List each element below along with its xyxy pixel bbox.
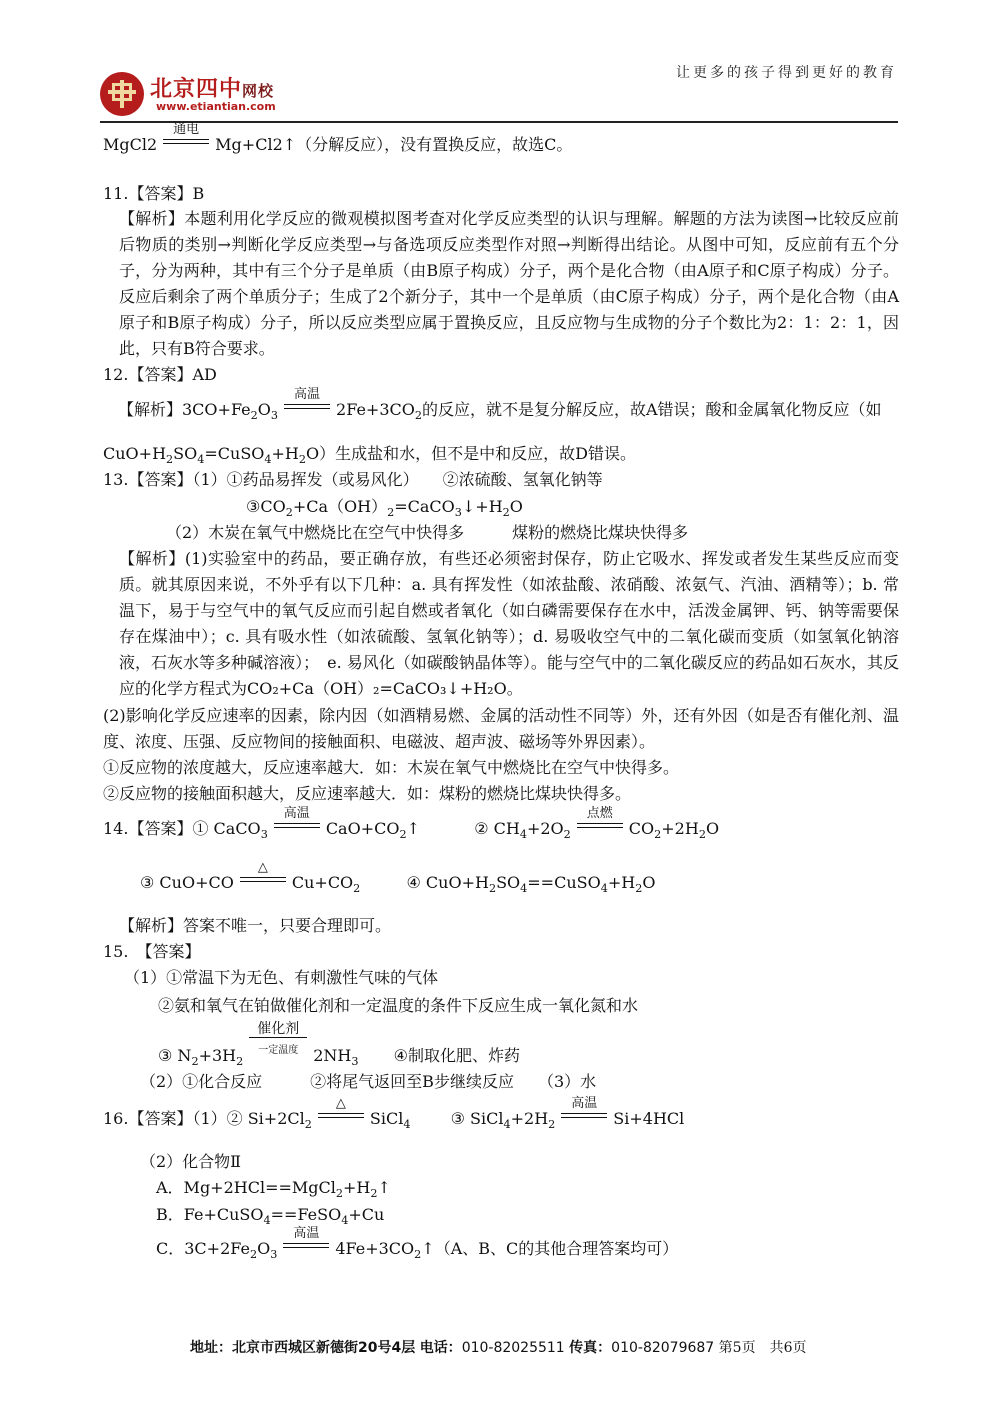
page-number: 第5页 共6页: [718, 1340, 807, 1356]
q13-answer-equation: $③CO_2+Ca(OH)_2=CaCO_3↓+H_2O$: [246, 497, 523, 520]
logo-emblem-icon: [100, 72, 144, 116]
q15-answer-2: ②氨和氧气在铂做催化剂和一定温度的条件下反应生成一氧化氮和水: [158, 996, 639, 1015]
q14-explanation: 【解析】答案不唯一，只要合理即可。: [119, 916, 392, 935]
q15-answer: 15. 【答案】: [103, 942, 201, 961]
q11-answer: 11.【答案】B: [103, 184, 205, 203]
q13-answer-part2: （2）木炭在氧气中燃烧比在空气中快得多 煤粉的燃烧比煤块快得多: [166, 523, 689, 542]
q16-option-a: A．$Mg+2HCl==MgCl_2+H_2↑$: [156, 1178, 391, 1201]
q15-answer-1: （1）①常温下为无色、有刺激性气味的气体: [124, 968, 439, 987]
q12-explanation-line1: 【解析】$3CO+Fe_2O_3$ 高温 $2Fe+3CO_2$的反应，就不是复分解反应，故A错误；酸和金属氧化物反应（如: [118, 387, 882, 423]
q13-explanation-2: (2)影响化学反应速率的因素，除内因（如酒精易燃、金属的活动性不同等）外，还有外因（如是否有催化剂、温度、浓度、压强、反应物间的接触面积、电磁波、超声波、磁场等外界因素）。: [103, 706, 899, 751]
q13-explanation-3: ①反应物的浓度越大，反应速率越大．如：木炭在氧气中燃烧比在空气中快得多。: [103, 758, 680, 777]
logo-url: www.etiantian.com: [156, 100, 276, 113]
page-footer: 地址：北京市西城区新德街20号4层 电话：010-82025511 传真：010-82079687 第5页 共6页: [190, 1340, 807, 1356]
q12-answer: 12.【答案】AD: [103, 365, 217, 384]
q13-answer: 13.【答案】（1）①药品易挥发（或易风化） ②浓硫酸、氢氧化钠等: [103, 470, 603, 489]
q16-option-b: B．Fe+CuSO$_4$==FeSO$_4$+Cu: [156, 1205, 385, 1228]
q16-answer-row1: 16.【答案】（1）② $Si+2Cl_2$ △ SiCl$_4$ ③ $SiCl_4+2H_2$ 高温 Si+4HCl: [103, 1096, 685, 1132]
q14-answer-row1: 14.【答案】① CaCO$_3$ 高温 $CaO+CO_2↑$ ② $CH_4+2O_2$ 点燃 $CO_2+2H_2O$: [103, 806, 720, 842]
header-divider: [100, 121, 898, 123]
q13-explanation-4: ②反应物的接触面积越大，反应速率越大．如：煤粉的燃烧比煤块快得多。: [103, 784, 632, 803]
q13-explanation-1: 【解析】(1)实验室中的药品，要正确存放，有些还必须密封保存，防止它吸水、挥发或者发生某些反应而变质。就其原因来说，不外乎有以下几种：a. 具有挥发性（如浓盐酸、浓硝酸、浓氨气、汽油、酒精等）；b. 常温下，易于与空气中的氧气反应而引起自燃或者氧化（如白磷需要保存在水中，活泼金属钾、钙、钠等需要保存在煤油中）；c. 具有吸水性（如浓硫酸、氢氧化钠等）；d. 易吸收空气中的二氧化碳而变质（如氢氧化钠溶液，石灰水等多种碱溶液）； e. 易风化（如碳酸钠晶体等）。能与空气中的二氧化碳反应的药品如石灰水，其反应的化学方程式为CO₂+Ca（OH）₂=CaCO₃↓+H₂O。: [119, 549, 899, 698]
q14-answer-row2: ③ CuO+CO △ $Cu+CO_2$ ④ $CuO+H_2SO_4==CuSO_4+H_2O$: [140, 860, 656, 896]
logo-name: 北京四中网校: [150, 77, 275, 102]
logo: [100, 70, 290, 118]
q16-option-c: C．$3C+2Fe_2O_3$ 高温 $4Fe+3CO_2↑(A$、B、C的其他合理答案均可）: [156, 1226, 679, 1262]
q12-explanation-line2: $CuO+H_2SO_4=CuSO_4+H_2O$）生成盐和水，但不是中和反应，故D错误。: [103, 444, 636, 467]
header-slogan: 让更多的孩子得到更好的教育: [676, 65, 897, 81]
q15-answer-part2: （2）①化合反应 ②将尾气返回至B步继续反应 （3）水: [140, 1072, 597, 1091]
q16-answer-part2: （2）化合物Ⅱ: [140, 1152, 242, 1171]
q11-explanation: 【解析】本题利用化学反应的微观模拟图考查对化学反应类型的认识与理解。解题的方法为读图→比较反应前后物质的类别→判断化学反应类型→与备选项反应类型作对照→判断得出结论。从图中可知，反应前有五个分子，分为两种，其中有三个分子是单质（由B原子构成）分子，两个是化合物（由A原子和C原子构成）分子。反应后剩余了两个单质分子；生成了2个新分子，其中一个是单质（由C原子构成）分子，两个是化合物（由A原子和B原子构成）分子，所以反应类型应属于置换反应，且反应物与生成物的分子个数比为2：1：2：1，因此，只有B符合要求。: [119, 209, 899, 358]
continued-equation: MgCl2 通电 Mg+Cl2↑（分解反应），没有置换反应，故选C。: [103, 122, 573, 154]
q15-answer-3: ③ $N_2+3H_2$ 催化剂 一定温度 $2NH_3$ ④制取化肥、炸药: [158, 1021, 520, 1069]
